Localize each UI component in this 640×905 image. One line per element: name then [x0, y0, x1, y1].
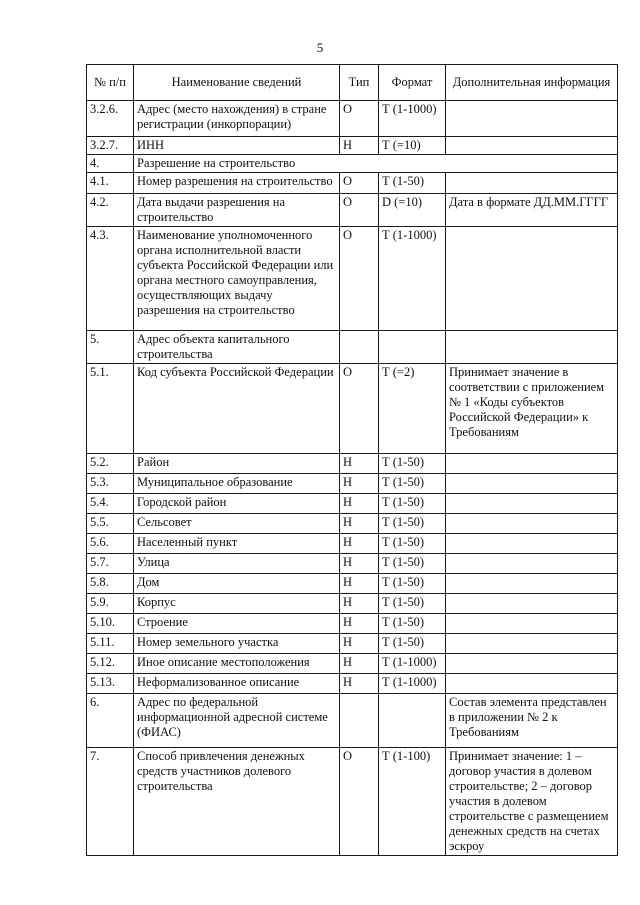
row-info: Принимает значение в соответствии с приложением № 1 «Коды субъектов Российской Федерации» к Требованиям: [446, 364, 618, 454]
row-num: 5.4.: [87, 494, 134, 514]
row-type: О: [340, 748, 379, 856]
table-row: [87, 594, 618, 614]
row-name: Дата выдачи разрешения на строительство: [134, 194, 340, 227]
table-row: [87, 494, 618, 514]
row-num: 5.8.: [87, 574, 134, 594]
row-info: [446, 227, 618, 331]
row-num: 5.7.: [87, 554, 134, 574]
table-row: [87, 574, 618, 594]
row-name: Городской район: [134, 494, 340, 514]
header-name: Наименование сведений: [134, 65, 340, 101]
row-num: 5.2.: [87, 454, 134, 474]
table-row: [87, 364, 618, 454]
row-type: Н: [340, 454, 379, 474]
row-info: [446, 654, 618, 674]
row-name: Иное описание местоположения: [134, 654, 340, 674]
row-num: 5.13.: [87, 674, 134, 694]
row-type: Н: [340, 594, 379, 614]
table-row: [87, 194, 618, 227]
row-name: Корпус: [134, 594, 340, 614]
table-row: [87, 155, 618, 173]
row-num: 6.: [87, 694, 134, 748]
row-info: [446, 674, 618, 694]
row-type: О: [340, 101, 379, 137]
row-num: 5.3.: [87, 474, 134, 494]
row-info: Дата в формате ДД.ММ.ГГГГ: [446, 194, 618, 227]
row-num: 5.5.: [87, 514, 134, 534]
row-type: О: [340, 194, 379, 227]
row-num: 5.11.: [87, 634, 134, 654]
row-info: Принимает значение: 1 – договор участия в долевом строительстве; 2 – договор участия в долевом строительстве с размещением денежных средств на счетах эскроу: [446, 748, 618, 856]
row-name: Район: [134, 454, 340, 474]
table-row: [87, 331, 618, 364]
row-type: Н: [340, 614, 379, 634]
row-info: [446, 534, 618, 554]
table-row: [87, 694, 618, 748]
row-name: Адрес по федеральной информационной адресной системе (ФИАС): [134, 694, 340, 748]
table-row: [87, 748, 618, 856]
table-row: [87, 173, 618, 194]
table-row: [87, 514, 618, 534]
table-row: [87, 227, 618, 331]
table-row: [87, 474, 618, 494]
row-num: 4.3.: [87, 227, 134, 331]
requirements-table: [86, 64, 618, 856]
row-info: [446, 634, 618, 654]
row-type: Н: [340, 514, 379, 534]
row-format: Т (1-1000): [379, 227, 446, 331]
row-num: 5.1.: [87, 364, 134, 454]
row-type: Н: [340, 674, 379, 694]
header-num: № п/п: [87, 65, 134, 101]
row-type: Н: [340, 494, 379, 514]
row-name: Дом: [134, 574, 340, 594]
row-type: Н: [340, 474, 379, 494]
table-row: [87, 654, 618, 674]
row-format: [379, 331, 446, 364]
row-format: Т (1-50): [379, 634, 446, 654]
row-format: Т (=10): [379, 137, 446, 155]
table-row: [87, 674, 618, 694]
row-type: О: [340, 364, 379, 454]
row-format: Т (1-50): [379, 474, 446, 494]
row-format: Т (1-50): [379, 574, 446, 594]
row-num: 5.10.: [87, 614, 134, 634]
row-name: Строение: [134, 614, 340, 634]
row-info: [446, 331, 618, 364]
row-type: Н: [340, 137, 379, 155]
row-format: Т (1-50): [379, 514, 446, 534]
row-format: Т (1-50): [379, 614, 446, 634]
row-num: 7.: [87, 748, 134, 856]
table-body: [87, 101, 618, 856]
page-number: 5: [316, 40, 324, 55]
header-type: Тип: [340, 65, 379, 101]
row-type: Н: [340, 654, 379, 674]
row-num: 5.: [87, 331, 134, 364]
row-format: Т (1-50): [379, 554, 446, 574]
row-format: Т (1-50): [379, 534, 446, 554]
row-type: [340, 331, 379, 364]
row-format: Т (1-1000): [379, 674, 446, 694]
row-type: Н: [340, 534, 379, 554]
row-name: ИНН: [134, 137, 340, 155]
row-name: Сельсовет: [134, 514, 340, 534]
row-format: D (=10): [379, 194, 446, 227]
header-info: Дополнительная информация: [446, 65, 618, 101]
row-type: О: [340, 173, 379, 194]
row-info: [446, 101, 618, 137]
row-num: 5.9.: [87, 594, 134, 614]
row-num: 4.: [87, 155, 134, 173]
row-num: 4.2.: [87, 194, 134, 227]
row-format: Т (1-1000): [379, 101, 446, 137]
row-type: [340, 694, 379, 748]
table-row: [87, 534, 618, 554]
row-name: Разрешение на строительство: [134, 155, 618, 173]
row-num: 5.12.: [87, 654, 134, 674]
table-row: [87, 101, 618, 137]
row-num: 3.2.6.: [87, 101, 134, 137]
row-info: [446, 594, 618, 614]
row-name: Населенный пункт: [134, 534, 340, 554]
row-type: Н: [340, 634, 379, 654]
row-name: Способ привлечения денежных средств участников долевого строительства: [134, 748, 340, 856]
row-name: Номер разрешения на строительство: [134, 173, 340, 194]
table-row: [87, 614, 618, 634]
row-info: [446, 514, 618, 534]
row-type: Н: [340, 554, 379, 574]
table-row: [87, 554, 618, 574]
row-num: 5.6.: [87, 534, 134, 554]
row-name: Номер земельного участка: [134, 634, 340, 654]
row-name: Адрес (место нахождения) в стране регистрации (инкорпорации): [134, 101, 340, 137]
row-info: [446, 494, 618, 514]
row-info: Состав элемента представлен в приложении № 2 к Требованиям: [446, 694, 618, 748]
row-name: Неформализованное описание: [134, 674, 340, 694]
row-name: Код субъекта Российской Федерации: [134, 364, 340, 454]
table-header-row: [87, 65, 618, 101]
row-info: [446, 554, 618, 574]
row-num: 4.1.: [87, 173, 134, 194]
row-info: [446, 454, 618, 474]
row-type: О: [340, 227, 379, 331]
header-format: Формат: [379, 65, 446, 101]
row-format: Т (=2): [379, 364, 446, 454]
row-info: [446, 173, 618, 194]
row-format: [379, 694, 446, 748]
row-format: Т (1-50): [379, 494, 446, 514]
row-format: Т (1-50): [379, 594, 446, 614]
row-info: [446, 614, 618, 634]
row-name: Адрес объекта капитального строительства: [134, 331, 340, 364]
row-num: 3.2.7.: [87, 137, 134, 155]
table-row: [87, 634, 618, 654]
row-type: Н: [340, 574, 379, 594]
table-row: [87, 454, 618, 474]
row-info: [446, 474, 618, 494]
row-info: [446, 574, 618, 594]
row-format: Т (1-50): [379, 173, 446, 194]
row-name: Наименование уполномоченного органа исполнительной власти субъекта Российской Федерации или органа местного самоуправления, осуществляющих выдачу разрешения на строительство: [134, 227, 340, 331]
row-name: Муниципальное образование: [134, 474, 340, 494]
row-name: Улица: [134, 554, 340, 574]
row-format: Т (1-100): [379, 748, 446, 856]
table-row: [87, 137, 618, 155]
row-format: Т (1-1000): [379, 654, 446, 674]
row-info: [446, 137, 618, 155]
row-format: Т (1-50): [379, 454, 446, 474]
